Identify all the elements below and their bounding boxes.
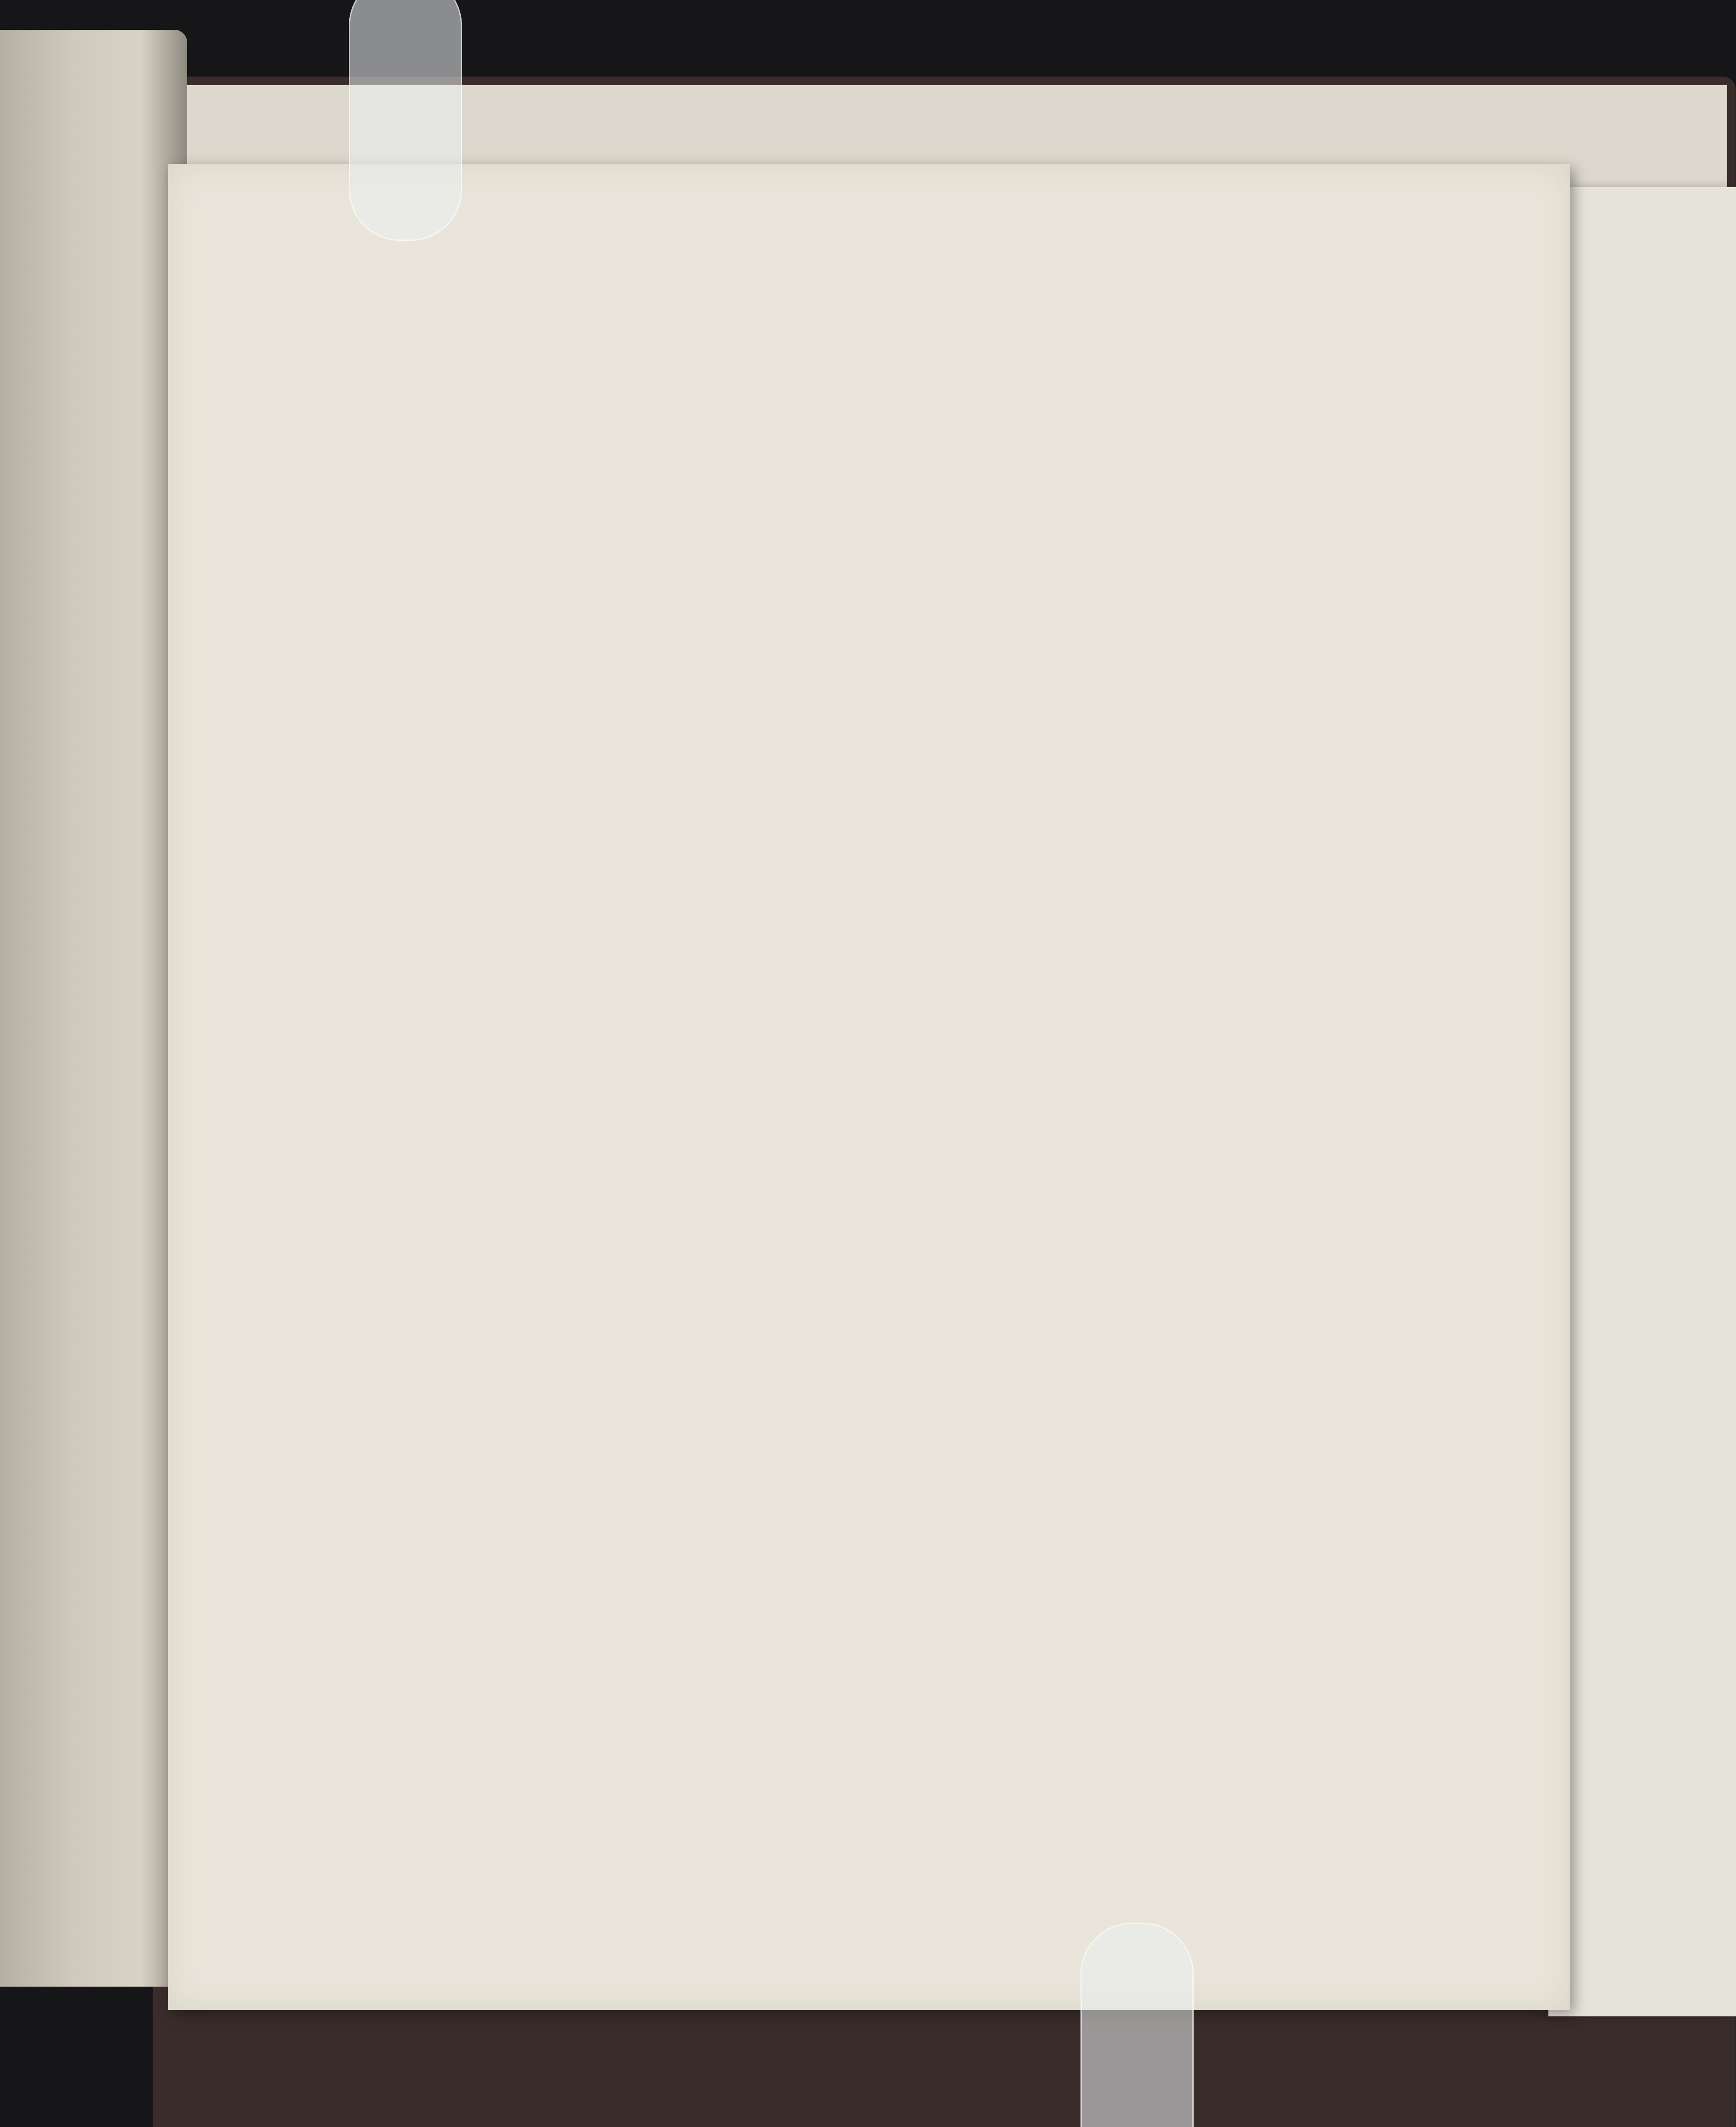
left-page: [0, 30, 187, 1987]
right-page: [1548, 187, 1736, 2016]
tape-strip: [349, 0, 462, 241]
tape-strip: [1080, 1923, 1194, 2127]
inserted-leaf: [168, 164, 1570, 2010]
